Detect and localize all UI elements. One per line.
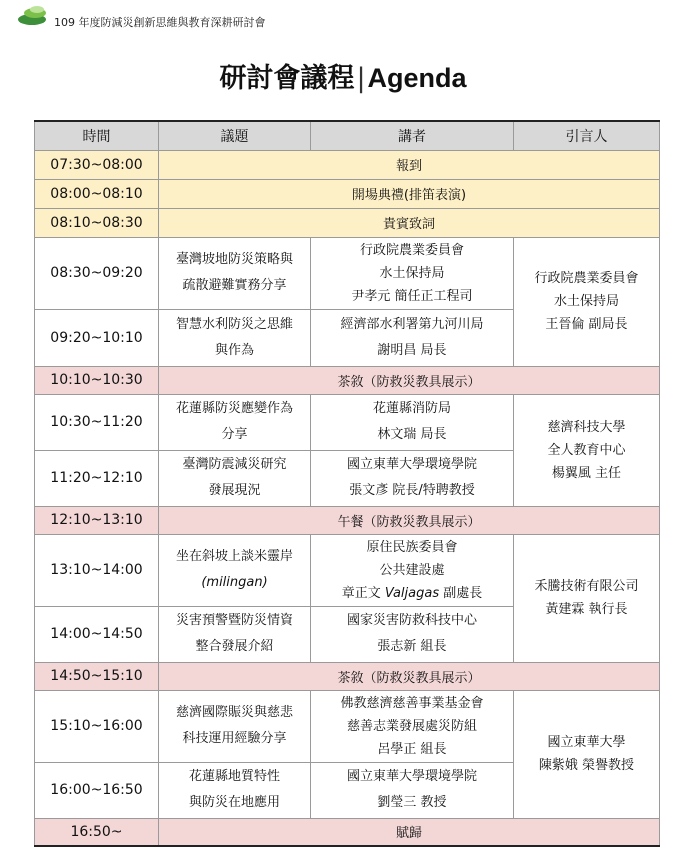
topic-cell (159, 762, 311, 818)
speaker-org: 行政院農業委員會 (359, 242, 464, 258)
page-header (18, 4, 266, 30)
topic-line: 與作為 (214, 342, 254, 358)
speaker-org: 國家災害防救科技中心 (346, 613, 477, 628)
time-cell: 13:10~14:00 (35, 534, 159, 606)
moderator-name: 黃建霖 執行長 (545, 602, 628, 617)
time-cell: 10:30~11:20 (35, 394, 159, 450)
topic-line: 發展現況 (208, 483, 261, 498)
session-cell: 茶敘（防救災教具展示） (159, 662, 660, 690)
table-row (35, 662, 660, 690)
speaker-name: 林文瑞 局長 (377, 427, 447, 442)
table-header-row (35, 121, 660, 150)
time-cell: 07:30~08:00 (35, 150, 159, 179)
topic-line: 花蓮縣地質特性 (188, 769, 280, 784)
speaker-name: 呂學正 組長 (377, 741, 447, 757)
topic-line: 科技運用經驗分享 (182, 731, 287, 746)
table-row (35, 818, 660, 846)
time-cell: 08:30~09:20 (35, 237, 159, 309)
speaker-org: 公共建設處 (379, 562, 445, 578)
speaker-name-line (313, 582, 511, 605)
time-cell: 15:10~16:00 (35, 690, 159, 762)
speaker-indigenous-name: Valjagas (384, 585, 440, 601)
column-header-topic: 議題 (159, 121, 311, 150)
moderator-cell (514, 690, 660, 818)
topic-cell (159, 450, 311, 506)
topic-line: 分享 (221, 427, 248, 442)
time-cell: 12:10~13:10 (35, 506, 159, 534)
column-header-moderator: 引言人 (514, 121, 660, 150)
moderator-org: 禾騰技術有限公司 (534, 579, 639, 594)
table-row (35, 394, 660, 450)
speaker-name: 尹孝元 簡任正工程司 (351, 288, 473, 304)
time-cell: 16:00~16:50 (35, 762, 159, 818)
moderator-name: 王晉倫 副局長 (545, 317, 628, 332)
table-row (35, 534, 660, 606)
topic-line: 與防災在地應用 (188, 795, 280, 810)
speaker-org: 花蓮縣消防局 (372, 401, 451, 416)
speaker-cell (311, 450, 514, 506)
topic-cell (159, 606, 311, 662)
speaker-cell (311, 762, 514, 818)
title-en: Agenda (367, 63, 467, 93)
topic-cell (159, 534, 311, 606)
column-header-speaker: 講者 (311, 121, 514, 150)
header-text: 109 年度防減災創新思維與教育深耕研討會 (54, 16, 266, 29)
speaker-org: 國立東華大學環境學院 (346, 769, 477, 784)
speaker-org: 原住民族委員會 (366, 539, 458, 555)
session-cell: 開場典禮(排笛表演) (159, 179, 660, 208)
speaker-title: 副處長 (439, 585, 483, 601)
moderator-org: 水土保持局 (553, 294, 619, 309)
title-zh: 研討會議程 (219, 63, 355, 94)
topic-line: 災害預警暨防災情資 (175, 613, 293, 628)
topic-line: 疏散避難實務分享 (182, 278, 287, 293)
time-cell: 11:20~12:10 (35, 450, 159, 506)
table-row (35, 237, 660, 309)
time-cell: 14:50~15:10 (35, 662, 159, 690)
topic-cell (159, 690, 311, 762)
speaker-name: 謝明昌 局長 (377, 342, 447, 358)
session-cell: 報到 (159, 150, 660, 179)
topic-line: 整合發展介紹 (195, 639, 274, 654)
moderator-name: 楊翼風 主任 (551, 465, 622, 481)
topic-cell (159, 237, 311, 309)
moderator-name: 陳紫娥 榮譽教授 (538, 758, 635, 773)
moderator-cell (514, 394, 660, 506)
session-cell: 午餐（防救災教具展示） (159, 506, 660, 534)
topic-line: (milingan) (201, 575, 268, 590)
time-cell: 10:10~10:30 (35, 366, 159, 394)
speaker-name: 劉瑩三 教授 (377, 795, 447, 810)
speaker-cell (311, 309, 514, 366)
green-hills-logo-icon (18, 6, 48, 28)
table-row (35, 506, 660, 534)
table-row (35, 150, 660, 179)
page-title (0, 60, 686, 97)
time-cell: 08:00~08:10 (35, 179, 159, 208)
session-cell: 茶敘（防救災教具展示） (159, 366, 660, 394)
speaker-org: 國立東華大學環境學院 (346, 457, 477, 472)
table-row (35, 208, 660, 237)
title-separator: | (356, 63, 366, 94)
speaker-name: 張志新 組長 (377, 639, 447, 654)
speaker-org: 經濟部水利署第九河川局 (340, 316, 484, 332)
topic-line: 臺灣防震減災研究 (182, 457, 287, 472)
speaker-org: 佛教慈濟慈善事業基金會 (340, 695, 484, 711)
speaker-name: 張文彥 院長/特聘教授 (349, 483, 475, 498)
column-header-time: 時間 (35, 121, 159, 150)
moderator-org: 行政院農業委員會 (534, 271, 639, 286)
speaker-cell (311, 534, 514, 606)
speaker-cell (311, 606, 514, 662)
topic-line: 臺灣坡地防災策略與 (175, 252, 293, 267)
moderator-org: 慈濟科技大學 (547, 419, 626, 435)
moderator-org: 國立東華大學 (547, 735, 626, 750)
speaker-org: 慈善志業發展處災防組 (346, 718, 477, 734)
table-row (35, 690, 660, 762)
time-cell: 09:20~10:10 (35, 309, 159, 366)
topic-line: 坐在斜坡上談米靈岸 (175, 549, 293, 564)
topic-line: 花蓮縣防災應變作為 (175, 401, 293, 416)
session-cell: 賦歸 (159, 818, 660, 846)
agenda-table (34, 120, 660, 847)
time-cell: 14:00~14:50 (35, 606, 159, 662)
moderator-cell (514, 534, 660, 662)
time-cell: 16:50~ (35, 818, 159, 846)
time-cell: 08:10~08:30 (35, 208, 159, 237)
speaker-cell (311, 237, 514, 309)
moderator-org: 全人教育中心 (547, 442, 626, 458)
topic-line: 慈濟國際賑災與慈悲 (175, 705, 293, 720)
topic-cell (159, 394, 311, 450)
session-cell: 貴賓致詞 (159, 208, 660, 237)
speaker-org: 水土保持局 (379, 265, 445, 281)
speaker-cell (311, 394, 514, 450)
table-row (35, 179, 660, 208)
topic-line: 智慧水利防災之思維 (175, 316, 293, 332)
moderator-cell (514, 237, 660, 366)
topic-cell (159, 309, 311, 366)
speaker-name: 章正文 (341, 585, 385, 601)
table-row (35, 366, 660, 394)
speaker-cell (311, 690, 514, 762)
